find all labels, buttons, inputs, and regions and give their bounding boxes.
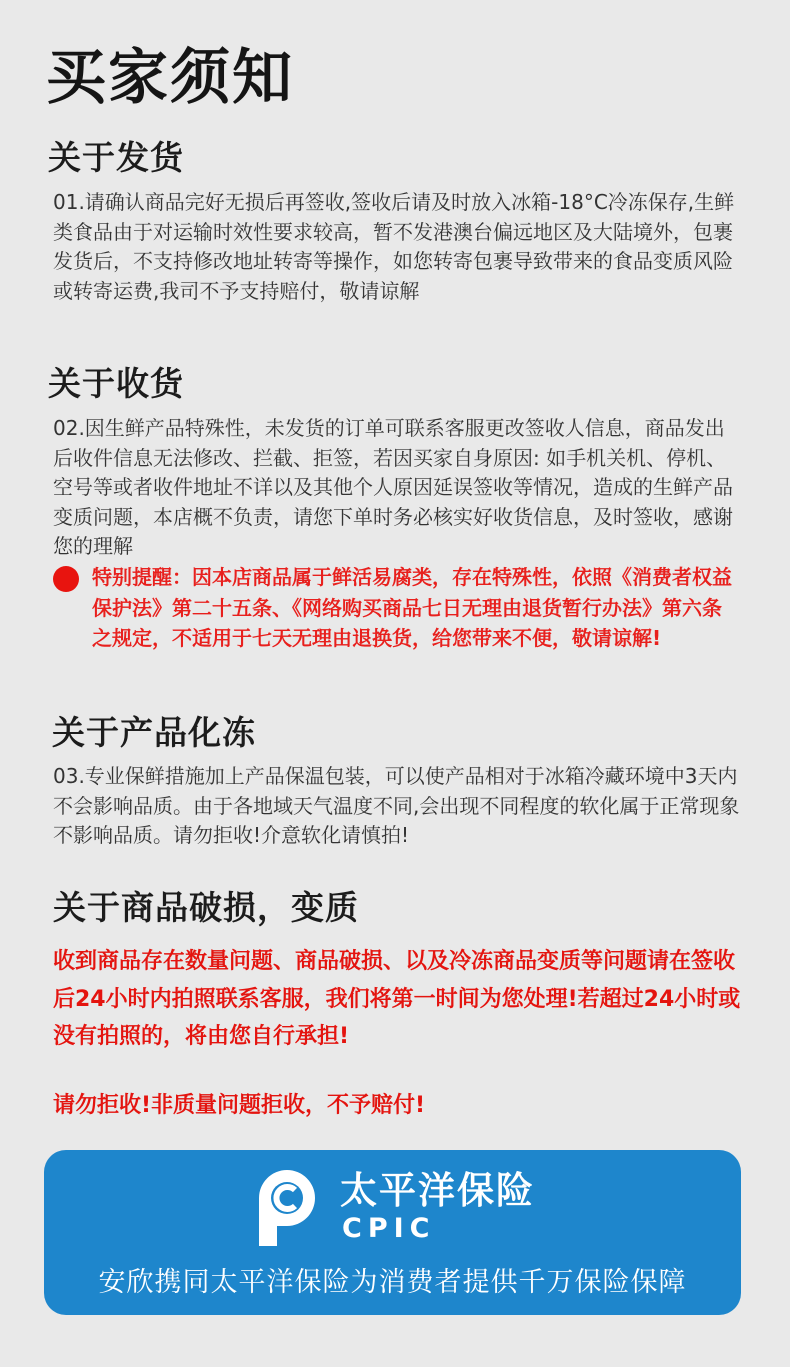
special-notice: 特别提醒：因本店商品属于鲜活易腐类，存在特殊性，依照《消费者权益保护法》第二十五条、《网络购买商品七日无理由退货暂行办法》第六条之规定，不适用于七天无理由退换货，给您带来不便，敬请谅解! [92,565,732,650]
cpic-logo-icon [249,1168,329,1248]
insurance-banner [44,1150,741,1315]
brand-name-cn: 太平洋保险 [340,1169,535,1212]
section-body-shipping: 01.请确认商品完好无损后再签收,签收后请及时放入冰箱-18°C冷冻保存,生鲜类食品由于对运输时效性要求较高，暂不发港澳台偏远地区及大陆境外，包裹发货后，不支持修改地址转寄等操作，如您转寄包裹导致带来的食品变质风险或转寄运费,我司不予支持赔付，敬请谅解 [53,190,735,303]
section-heading-shipping: 关于发货 [48,138,184,177]
section-heading-receiving: 关于收货 [48,364,184,403]
warning-dot-icon [53,566,79,592]
section-body-receiving: 02.因生鲜产品特殊性，未发货的订单可联系客服更改签收人信息，商品发出后收件信息无法修改、拦截、拒签，若因买家自身原因: 如手机关机、停机、空号等或者收件地址不详以及其他个人原因延误签收等情况，造成的生鲜产品变质问题，本店概不负责，请您下单时务必核实好收货信息，及时签收，感谢您的理解 [53,416,733,558]
banner-slogan: 安欣携同太平洋保险为消费者提供千万保险保障 [98,1267,687,1298]
section-heading-damage: 关于商品破损，变质 [53,888,359,927]
section-heading-thawing: 关于产品化冻 [52,713,256,752]
section-body-thawing: 03.专业保鲜措施加上产品保温包装，可以使产品相对于冰箱冷藏环境中3天内不会影响品质。由于各地域天气温度不同,会出现不同程度的软化属于正常现象不影响品质。请勿拒收!介意软化请慎拍! [53,764,740,847]
brand-name-en: CPIC [342,1213,436,1244]
section-body-damage: 收到商品存在数量问题、商品破损、以及冷冻商品变质等问题请在签收后24小时内拍照联系客服，我们将第一时间为您处理!若超过24小时或没有拍照的，将由您自行承担! [53,949,741,1049]
no-refusal-warning: 请勿拒收!非质量问题拒收，不予赔付! [53,1093,426,1118]
page-title: 买家须知 [46,43,294,113]
